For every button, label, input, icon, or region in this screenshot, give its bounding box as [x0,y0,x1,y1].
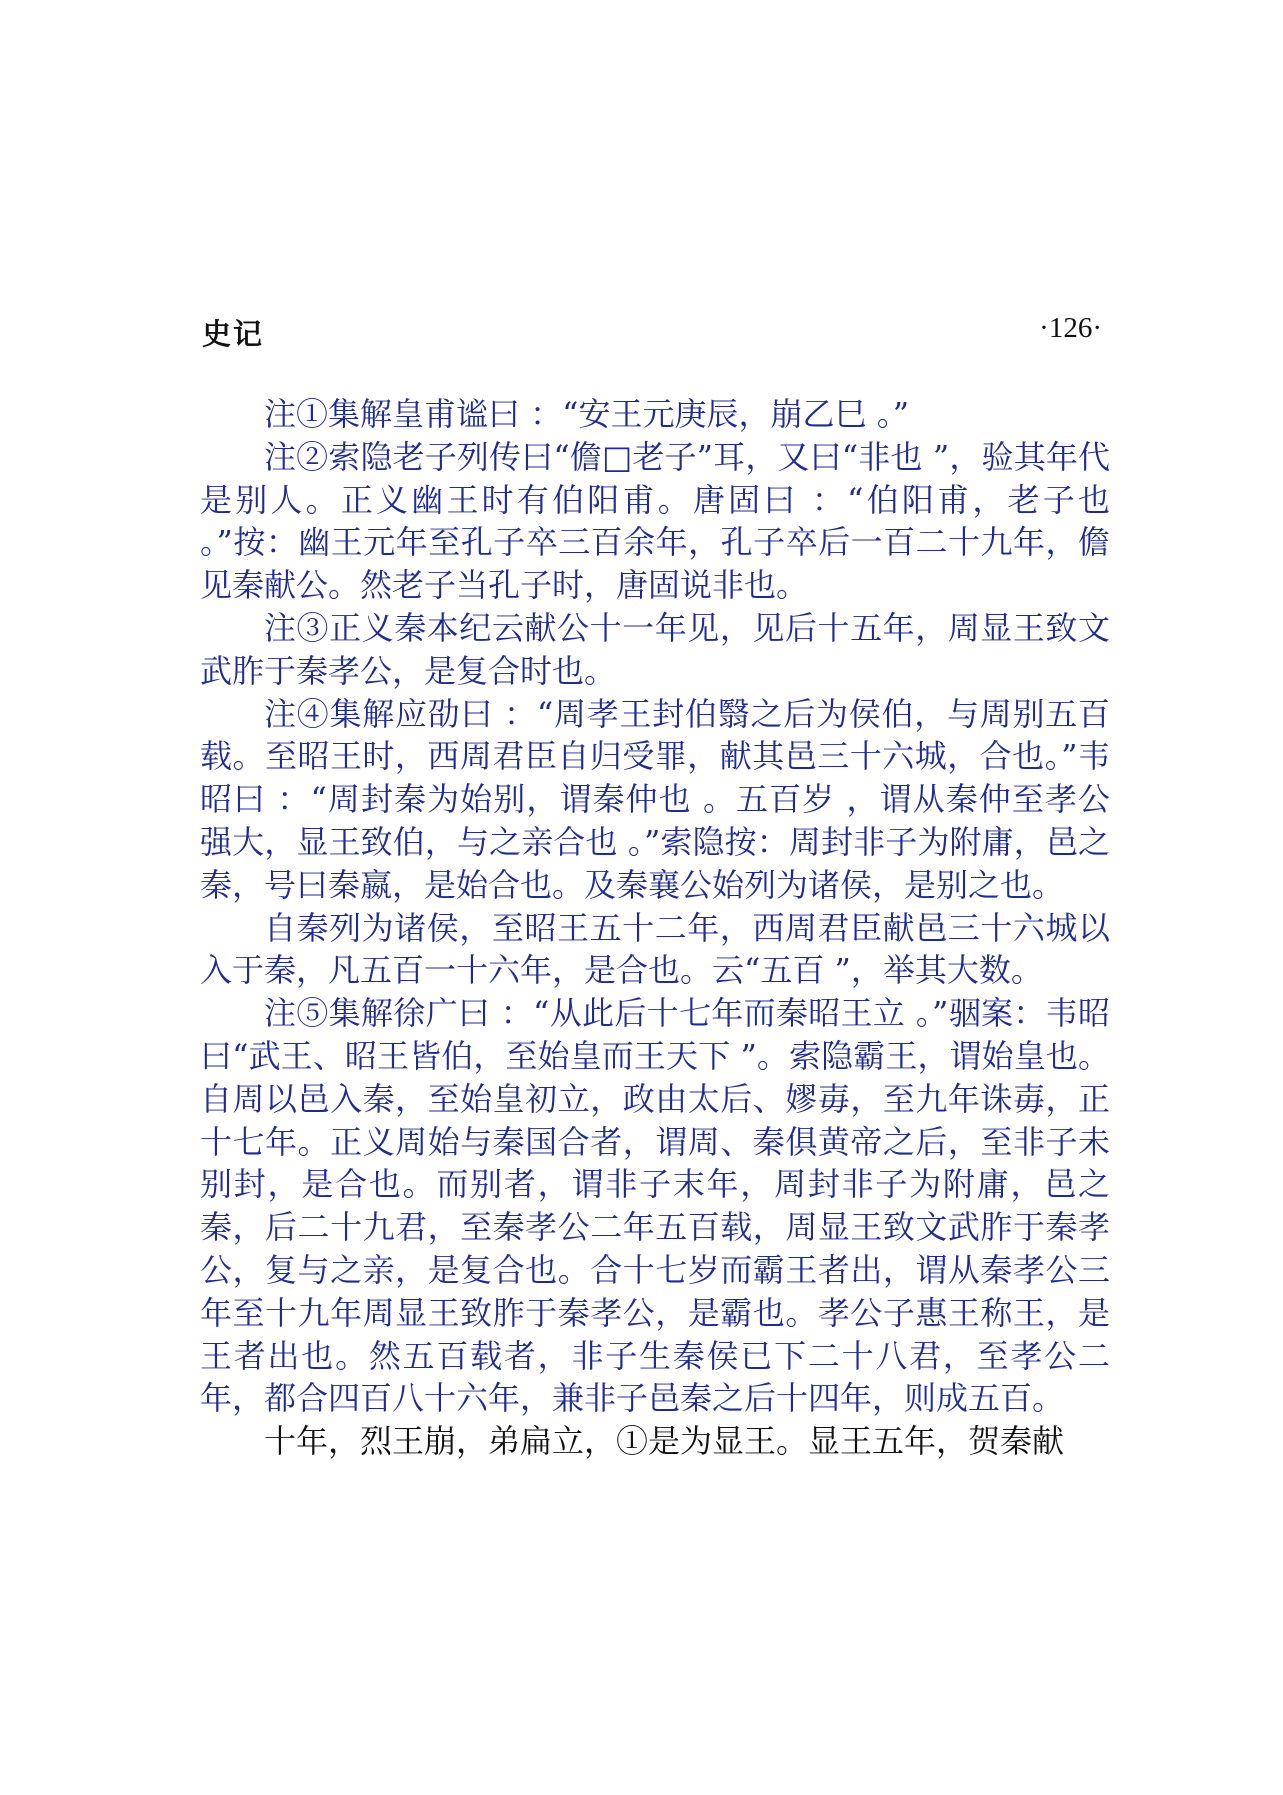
page-header [202,312,1102,362]
note-paragraph-3: 注③正义秦本纪云献公十一年见，见后十五年，周显王致文武胙于秦孝公，是复合时也。 [200,608,1110,690]
note-paragraph-4: 注④集解应劭曰 ：“周孝王封伯翳之后为侯伯，与周别五百载。至昭王时，西周君臣自归受罪，献其邑三十六城，合也。”韦昭曰 ：“周封秦为始别，谓秦仲也 。五百岁 ，谓从秦仲至孝公强大，显王致伯，与之亲合也 。”索隐按：周封非子为附庸，邑之秦，号曰秦嬴，是始合也。及秦襄公始列为诸侯，是别之也。 [200,694,1110,904]
page-number: ·126· [1039,312,1102,344]
book-title: 史记 [202,317,265,351]
body-text [200,393,1110,1463]
note-paragraph-6: 注⑤集解徐广曰 ：“从此后十七年而秦昭王立 。”骃案：韦昭曰“武王、昭王皆伯，至始皇而王天下 ”。索隐霸王，谓始皇也。自周以邑入秦，至始皇初立，政由太后、嫪毐，至九年诛毐，正十七年。正义周始与秦国合者，谓周、秦俱黄帝之后，至非子未别封，是合也。而别者，谓非子末年，周封非子为附庸，邑之秦，后二十九君，至秦孝公二年五百载，周显王致文武胙于秦孝公，复与之亲，是复合也。合十七岁而霸王者出，谓从秦孝公三年至十九年周显王致胙于秦孝公，是霸也。孝公子惠王称王，是王者出也。然五百载者，非子生秦侯已下二十八君，至孝公二年，都合四百八十六年，兼非子邑秦之后十四年，则成五百。 [200,994,1110,1418]
note-paragraph-1: 注①集解皇甫谧曰 ：“安王元庚辰，崩乙巳 。” [264,395,910,433]
note-paragraph-2: 注②索隐老子列传曰“儋□老子”耳，又曰“非也 ”，验其年代是别人。正义幽王时有伯阳甫。唐固曰 ：“伯阳甫，老子也 。”按：幽王元年至孔子卒三百余年，孔子卒后一百二十九年，儋见秦献公。然老子当孔子时，唐固说非也。 [200,437,1110,605]
note-paragraph-5: 自秦列为诸侯，至昭王五十二年，西周君臣献邑三十六城以入于秦，凡五百一十六年，是合也。云“五百 ”，举其大数。 [200,908,1110,990]
main-text-paragraph: 十年，烈王崩，弟扁立，①是为显王。显王五年，贺秦献 [264,1422,1065,1461]
